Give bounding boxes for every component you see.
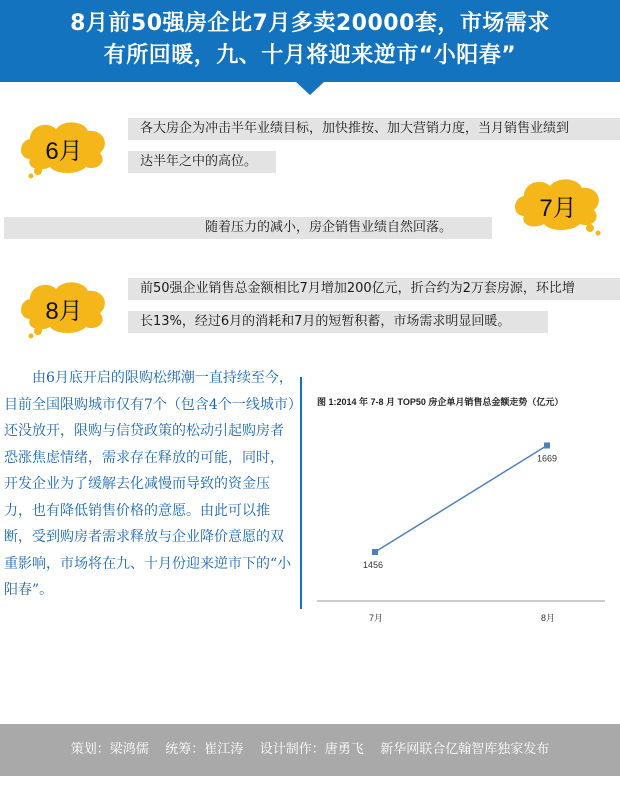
x-tick-label: 8月 bbox=[541, 613, 556, 623]
data-point bbox=[544, 443, 550, 449]
chart-svg bbox=[305, 380, 615, 630]
row-text-august-line2: 长13%，经过6月的消耗和7月的短暂积蓄，市场需求明显回暖。 bbox=[140, 314, 511, 329]
x-tick-label: 7月 bbox=[369, 613, 384, 623]
row-text-august-line1: 前50强企业销售总金额相比7月增加200亿元，折合约为2万套房源，环比增 bbox=[140, 281, 575, 296]
cloud-badge-june bbox=[16, 117, 112, 179]
header-banner bbox=[0, 0, 620, 82]
data-label: 1669 bbox=[537, 453, 558, 464]
analysis-paragraph: 由6月底开启的限购松绑潮一直持续至今，目前全国限购城市仅有7个（包含4个一线城市）还没放开，限购与信贷政策的松动引起购房者恐涨焦虑情绪，需求存在释放的可能，同时，开发企业为了缓解去化减慢而导致的资金压力，也有降低销售价格的意愿。由此可以推断，受到购房者需求释放与企业降价意愿的双重影响，市场将在九、十月份迎来逆市下的“小阳春”。 bbox=[4, 370, 295, 598]
cloud-badge-july bbox=[510, 174, 606, 236]
page-title-line2: 有所回暖，九、十月将迎来逆市“小阳春” bbox=[103, 43, 517, 68]
month-label: 8月 bbox=[45, 297, 83, 325]
data-label: 1456 bbox=[363, 560, 384, 570]
column-divider bbox=[300, 377, 302, 609]
row-text-june-line2: 达半年之中的高位。 bbox=[140, 154, 258, 169]
page-title-line1: 8月前50强房企比7月多卖20000套，市场需求 bbox=[70, 11, 550, 36]
data-point bbox=[372, 549, 378, 555]
month-label: 6月 bbox=[45, 137, 83, 165]
row-text-june-line1: 各大房企为冲击半年业绩目标，加快推按、加大营销力度，当月销售业绩到 bbox=[140, 121, 570, 136]
cloud-badge-august bbox=[16, 277, 112, 339]
row-text-july: 随着压力的减小，房企销售业绩自然回落。 bbox=[205, 220, 453, 235]
footer-credits: 策划：梁鸿儒 统筹：崔江涛 设计制作：唐勇飞 新华网联合亿翰智库独家发布 bbox=[0, 724, 620, 776]
sales-chart bbox=[305, 380, 615, 630]
series-line bbox=[375, 446, 547, 553]
chart-title: 图 1:2014 年 7-8 月 TOP50 房企单月销售总金额走势（亿元） bbox=[317, 397, 564, 407]
month-label: 7月 bbox=[539, 194, 577, 222]
header-arrow-icon bbox=[296, 82, 324, 95]
